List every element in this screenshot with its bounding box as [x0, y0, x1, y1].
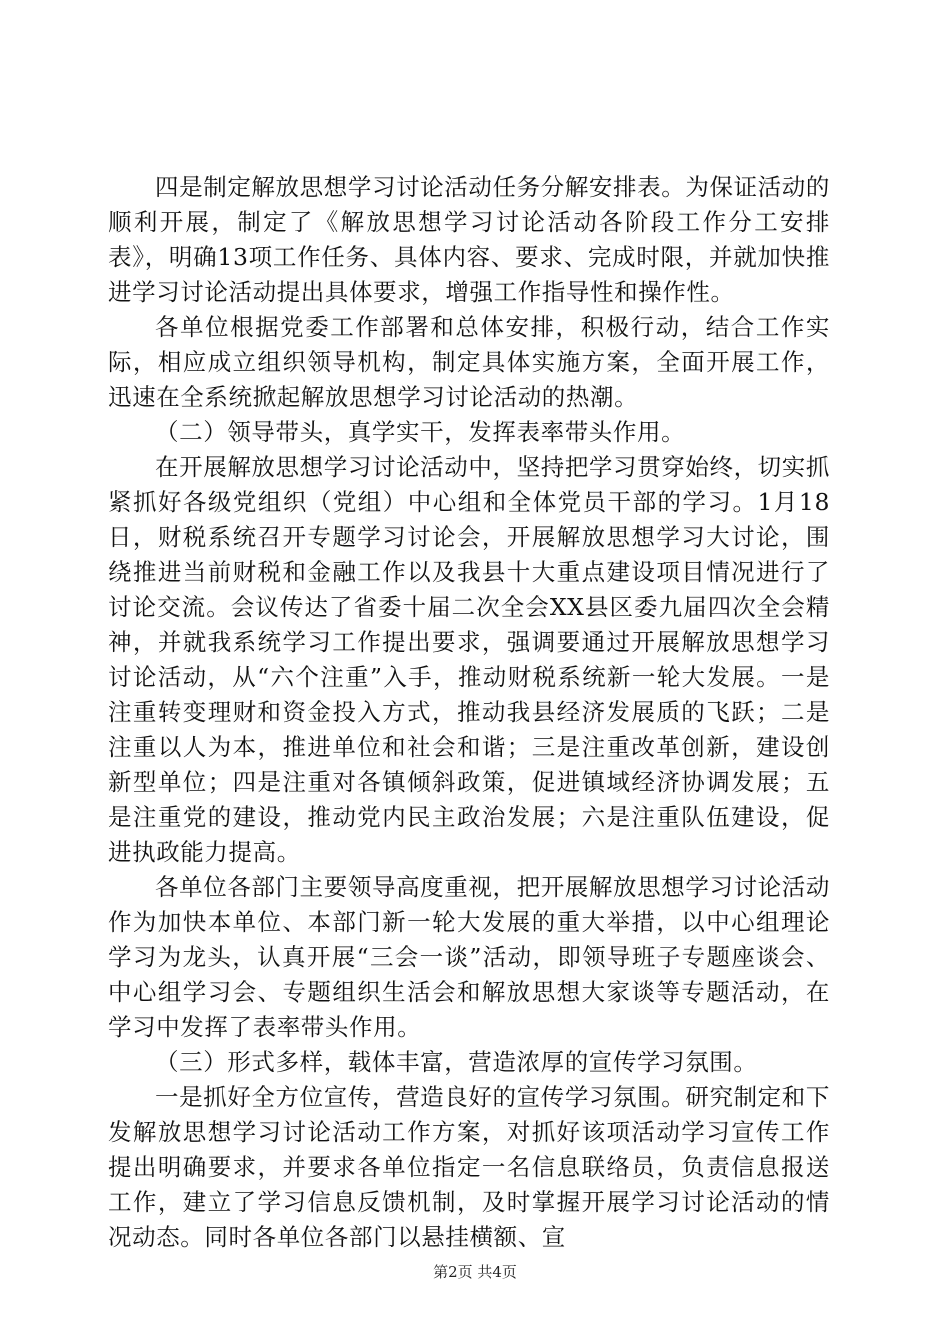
section-heading-3: （三）形式多样，载体丰富，营造浓厚的宣传学习氛围。: [155, 1048, 758, 1076]
document-body: [108, 170, 830, 1255]
paragraph-publicity: 一是抓好全方位宣传，营造良好的宣传学习氛围。研究制定和下发解放思想学习讨论活动工作方案，对抓好该项活动学习宣传工作提出明确要求，并要求各单位指定一名信息联络员，负责信息报送工作，建立了学习信息反馈机制，及时掌握开展学习讨论活动的情况动态。同时各单位各部门以悬挂横额、宣: [108, 1083, 830, 1251]
paragraph-units-action: 各单位根据党委工作部署和总体安排，积极行动，结合工作实际，相应成立组织领导机构，制定具体实施方案，全面开展工作，迅速在全系统掀起解放思想学习讨论活动的热潮。: [108, 313, 830, 411]
page-footer: 第2页 共4页: [433, 1263, 517, 1281]
paragraph-leaders-attention: 各单位各部门主要领导高度重视，把开展解放思想学习讨论活动作为加快本单位、本部门新一轮大发展的重大举措，以中心组理论学习为龙头，认真开展“三会一谈”活动，即领导班子专题座谈会、中心组学习会、专题组织生活会和解放思想大家谈等专题活动，在学习中发挥了表率带头作用。: [108, 873, 830, 1041]
section-heading-2: （二）领导带头，真学实干，发挥表率带头作用。: [155, 418, 686, 446]
paragraph-task-table: 四是制定解放思想学习讨论活动任务分解安排表。为保证活动的顺利开展，制定了《解放思想学习讨论活动各阶段工作分工安排表》，明确13项工作任务、具体内容、要求、完成时限，并就加快推进学习讨论活动提出具体要求，增强工作指导性和操作性。: [108, 173, 830, 306]
paragraph-leadership-study: 在开展解放思想学习讨论活动中，坚持把学习贯穿始终，切实抓紧抓好各级党组织（党组）中心组和全体党员干部的学习。1月18日，财税系统召开专题学习讨论会，开展解放思想学习大讨论，围绕推进当前财税和金融工作以及我县十大重点建设项目情况进行了讨论交流。会议传达了省委十届二次全会XX县区委九届四次全会精神，并就我系统学习工作提出要求，强调要通过开展解放思想学习讨论活动，从“六个注重”入手，推动财税系统新一轮大发展。一是注重转变理财和资金投入方式，推动我县经济发展质的飞跃；二是注重以人为本，推进单位和社会和谐；三是注重改革创新，建设创新型单位；四是注重对各镇倾斜政策，促进镇域经济协调发展；五是注重党的建设，推动党内民主政治发展；六是注重队伍建设，促进执政能力提高。: [108, 453, 830, 866]
